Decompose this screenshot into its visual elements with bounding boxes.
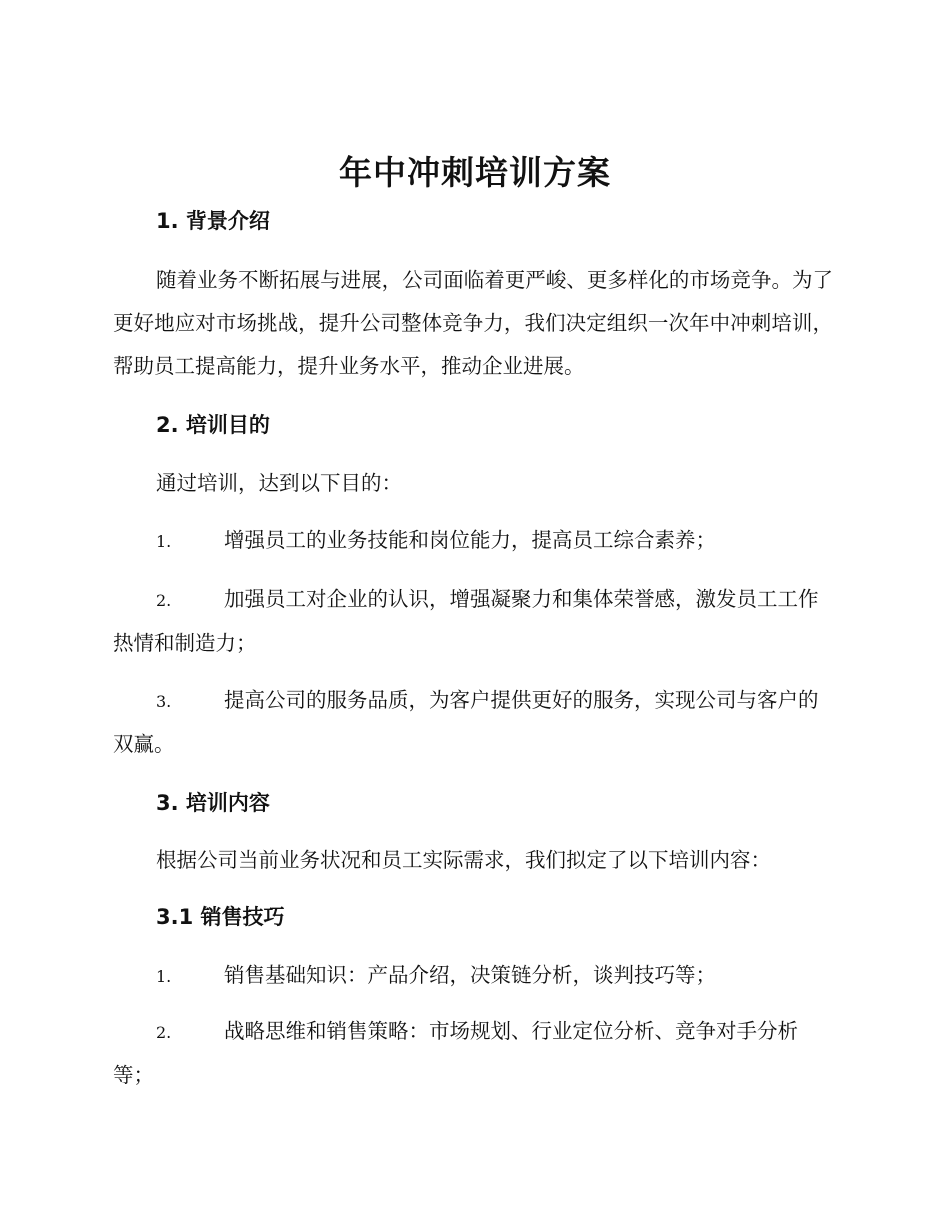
list-number: 3. <box>156 692 172 711</box>
list-number: 2. <box>156 1023 172 1042</box>
sales-item-1 <box>113 954 833 998</box>
sales-item-2 <box>113 1010 833 1097</box>
list-number: 1. <box>156 967 172 986</box>
subsection-heading-sales: 3.1 销售技巧 <box>156 905 285 929</box>
list-item-text: 战略思维和销售策略：市场规划、行业定位分析、竞争对手分析等； <box>113 1019 798 1087</box>
section-heading-content: 3. 培训内容 <box>156 791 270 815</box>
list-item-text: 销售基础知识：产品介绍，决策链分析，谈判技巧等； <box>224 963 716 987</box>
list-number: 2. <box>156 591 172 610</box>
section-heading-purpose: 2. 培训目的 <box>156 413 270 437</box>
document-title: 年中冲刺培训方案 <box>339 153 611 192</box>
purpose-item-3 <box>113 679 833 766</box>
list-number: 1. <box>156 532 172 551</box>
list-item-text: 增强员工的业务技能和岗位能力，提高员工综合素养； <box>224 528 716 552</box>
list-item-text: 加强员工对企业的认识，增强凝聚力和集体荣誉感，激发员工工作热情和制造力； <box>113 587 819 655</box>
list-item-text: 提高公司的服务品质，为客户提供更好的服务，实现公司与客户的双赢。 <box>113 688 819 756</box>
purpose-item-2 <box>113 578 833 665</box>
background-paragraph: 随着业务不断拓展与进展，公司面临着更严峻、更多样化的市场竞争。为了更好地应对市场挑战，提升公司整体竞争力，我们决定组织一次年中冲刺培训，帮助员工提高能力，提升业务水平，推动企业进展。 <box>113 268 833 378</box>
content-intro: 根据公司当前业务状况和员工实际需求，我们拟定了以下培训内容： <box>156 848 771 872</box>
purpose-intro: 通过培训，达到以下目的： <box>156 471 402 495</box>
section-heading-background: 1. 背景介绍 <box>156 209 270 233</box>
purpose-item-1 <box>113 519 833 563</box>
